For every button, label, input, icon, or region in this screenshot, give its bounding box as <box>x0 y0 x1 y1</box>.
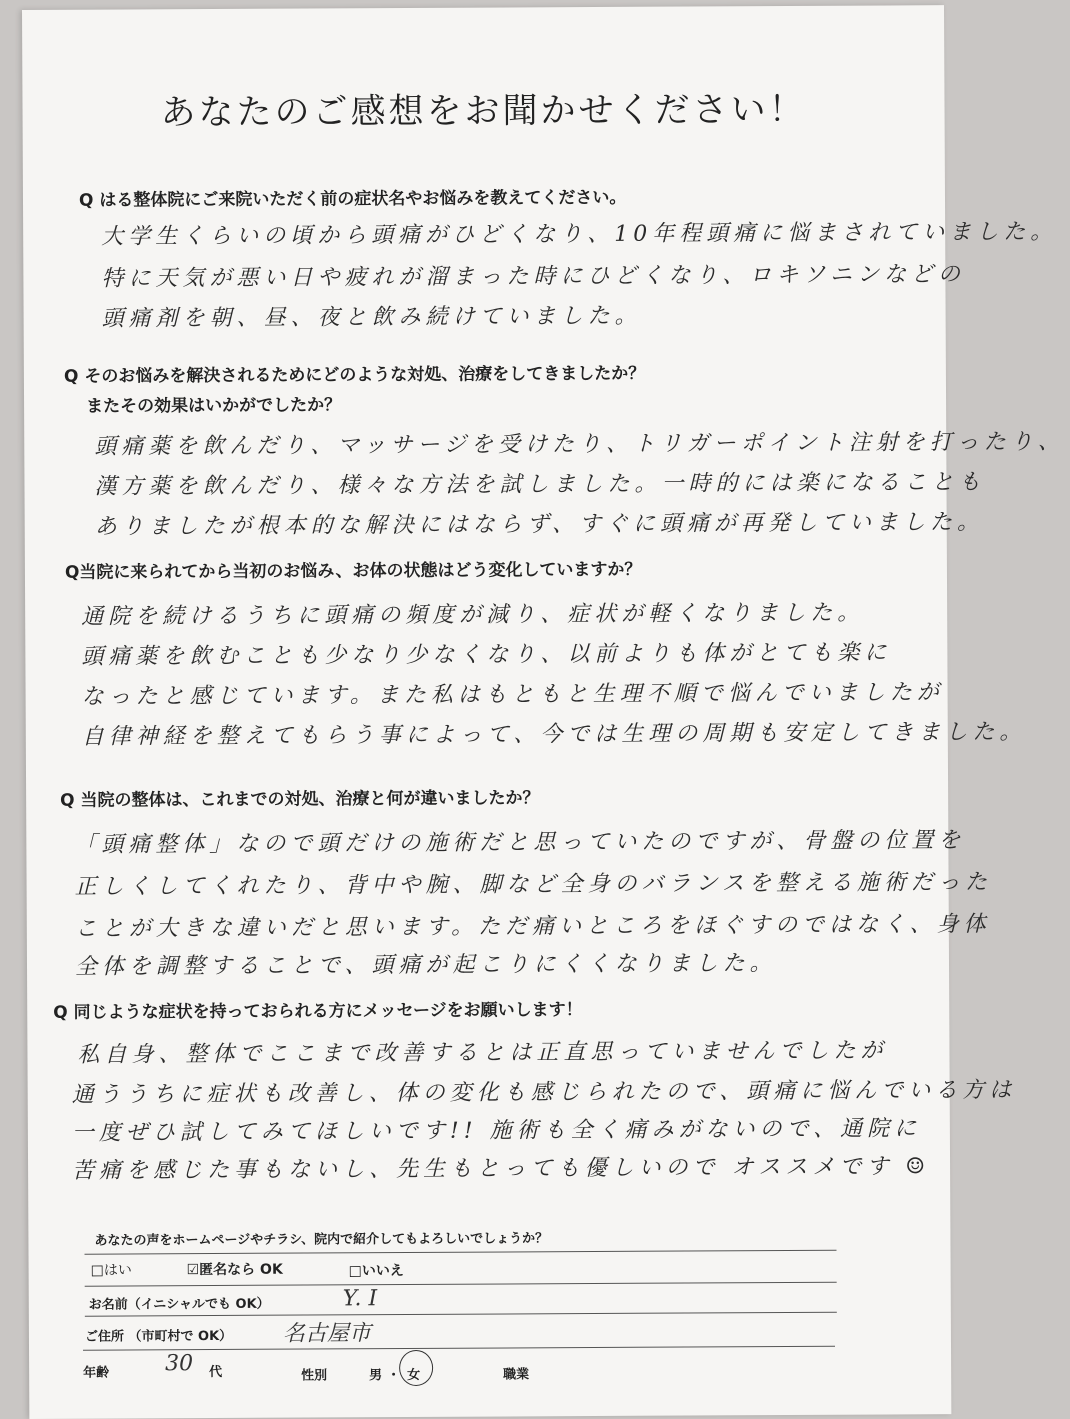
job-label: 職業 <box>503 1367 530 1383</box>
age-value: 30 <box>165 1351 194 1377</box>
answer-5-line-4: 苦痛を感じた事もないし、先生もとっても優しいので オススメです ☺ <box>72 1154 931 1184</box>
divider <box>85 1250 837 1255</box>
answer-4-line-2: 正しくしてくれたり、背中や腕、脚など全身のバランスを整える施術だった <box>74 869 992 900</box>
age-unit: 代 <box>209 1364 223 1381</box>
gender-female: 女 <box>407 1367 421 1384</box>
divider <box>85 1312 837 1317</box>
answer-5-line-3: 一度ぜひ試してみてほしいです!! 施術も全く痛みがないので、通院に <box>71 1116 922 1146</box>
survey-sheet <box>22 5 1065 1419</box>
answer-2-line-2: 漢方薬を飲んだり、様々な方法を試しました。一時的には楽になることも <box>94 469 986 500</box>
divider <box>83 1346 835 1351</box>
address-label: ご住所 （市町村で OK） <box>84 1328 233 1345</box>
selection-circle-icon <box>399 1350 433 1386</box>
option-no-checkbox[interactable]: □いいえ <box>348 1263 404 1280</box>
answer-4-line-4: 全体を調整することで、頭痛が起こりにくくなりました。 <box>74 951 777 980</box>
gender-label: 性別 <box>301 1368 328 1384</box>
answer-1-line-2: 特に天気が悪い日や疲れが溜まった時にひどくなり、ロキソニンなどの <box>101 262 966 292</box>
answer-3-line-4: 自律神経を整えてもらう事によって、今では生理の周期も安定してきました。 <box>81 719 1027 750</box>
answer-4-line-3: ことが大きな違いだと思います。ただ痛いところをほぐすのではなく、身体 <box>74 911 991 942</box>
answer-1-line-1: 大学生くらいの頃から頭痛がひどくなり、10年程頭痛に悩まされていました。 <box>101 219 1058 250</box>
question-5: Q 同じような症状を持っておられる方にメッセージをお願いします！ <box>53 1000 583 1023</box>
question-2: Q そのお悩みを解決されるためにどのような対処、治療をしてきましたか？ <box>63 363 646 387</box>
option-anonymous-checkbox[interactable]: ☑匿名なら OK <box>186 1261 283 1279</box>
question-4: Q 当院の整体は、これまでの対処、治療と何が違いましたか？ <box>60 788 540 811</box>
name-value: Y. I <box>342 1286 378 1312</box>
answer-3-line-2: 頭痛薬を飲むことも少なり少なくなり、以前よりも体がとても楽に <box>81 640 892 670</box>
answer-5-line-1: 私自身、整体でここまで改善するとは正直思っていませんでしたが <box>77 1038 888 1068</box>
name-label: お名前（イニシャルでも OK） <box>88 1296 270 1313</box>
question-2-sub: またその効果はいかがでしたか？ <box>86 395 342 417</box>
option-yes-checkbox[interactable]: □はい <box>90 1262 132 1279</box>
gender-male: 男 <box>369 1368 383 1384</box>
address-value: 名古屋市 <box>282 1321 372 1347</box>
answer-2-line-3: ありましたが根本的な解決にはならず、すぐに頭痛が再発していました。 <box>94 509 985 540</box>
answer-3-line-1: 通院を続けるうちに頭痛の頻度が減り、症状が軽くなりました。 <box>81 600 865 630</box>
page-title: あなたのご感想をお聞かせください！ <box>160 89 807 134</box>
consent-question: あなたの声をホームページやチラシ、院内で紹介してもよろしいでしょうか？ <box>94 1231 549 1249</box>
question-1: Q はる整体院にご来院いただく前の症状名やお悩みを教えてください。 <box>78 187 627 211</box>
divider <box>85 1282 837 1287</box>
age-label: 年齢 <box>83 1365 110 1381</box>
answer-1-line-3: 頭痛剤を朝、昼、夜と飲み続けていました。 <box>101 303 642 332</box>
answer-2-line-1: 頭痛薬を飲んだり、マッサージを受けたり、トリガーポイント注射を打ったり、 <box>94 429 1065 460</box>
answer-3-line-3: なったと感じています。また私はもともと生理不順で悩んでいましたが <box>81 680 944 710</box>
question-3: Q当院に来られてから当初のお悩み、お体の状態はどう変化していますか？ <box>64 559 642 583</box>
answer-5-line-2: 通ううちに症状も改善し、体の変化も感じられたので、頭痛に悩んでいる方は <box>71 1077 1017 1108</box>
answer-4-line-1: 「頭痛整体」なので頭だけの施術だと思っていたのですが、骨盤の位置を <box>74 828 966 858</box>
gender-separator: ・ <box>387 1368 401 1384</box>
